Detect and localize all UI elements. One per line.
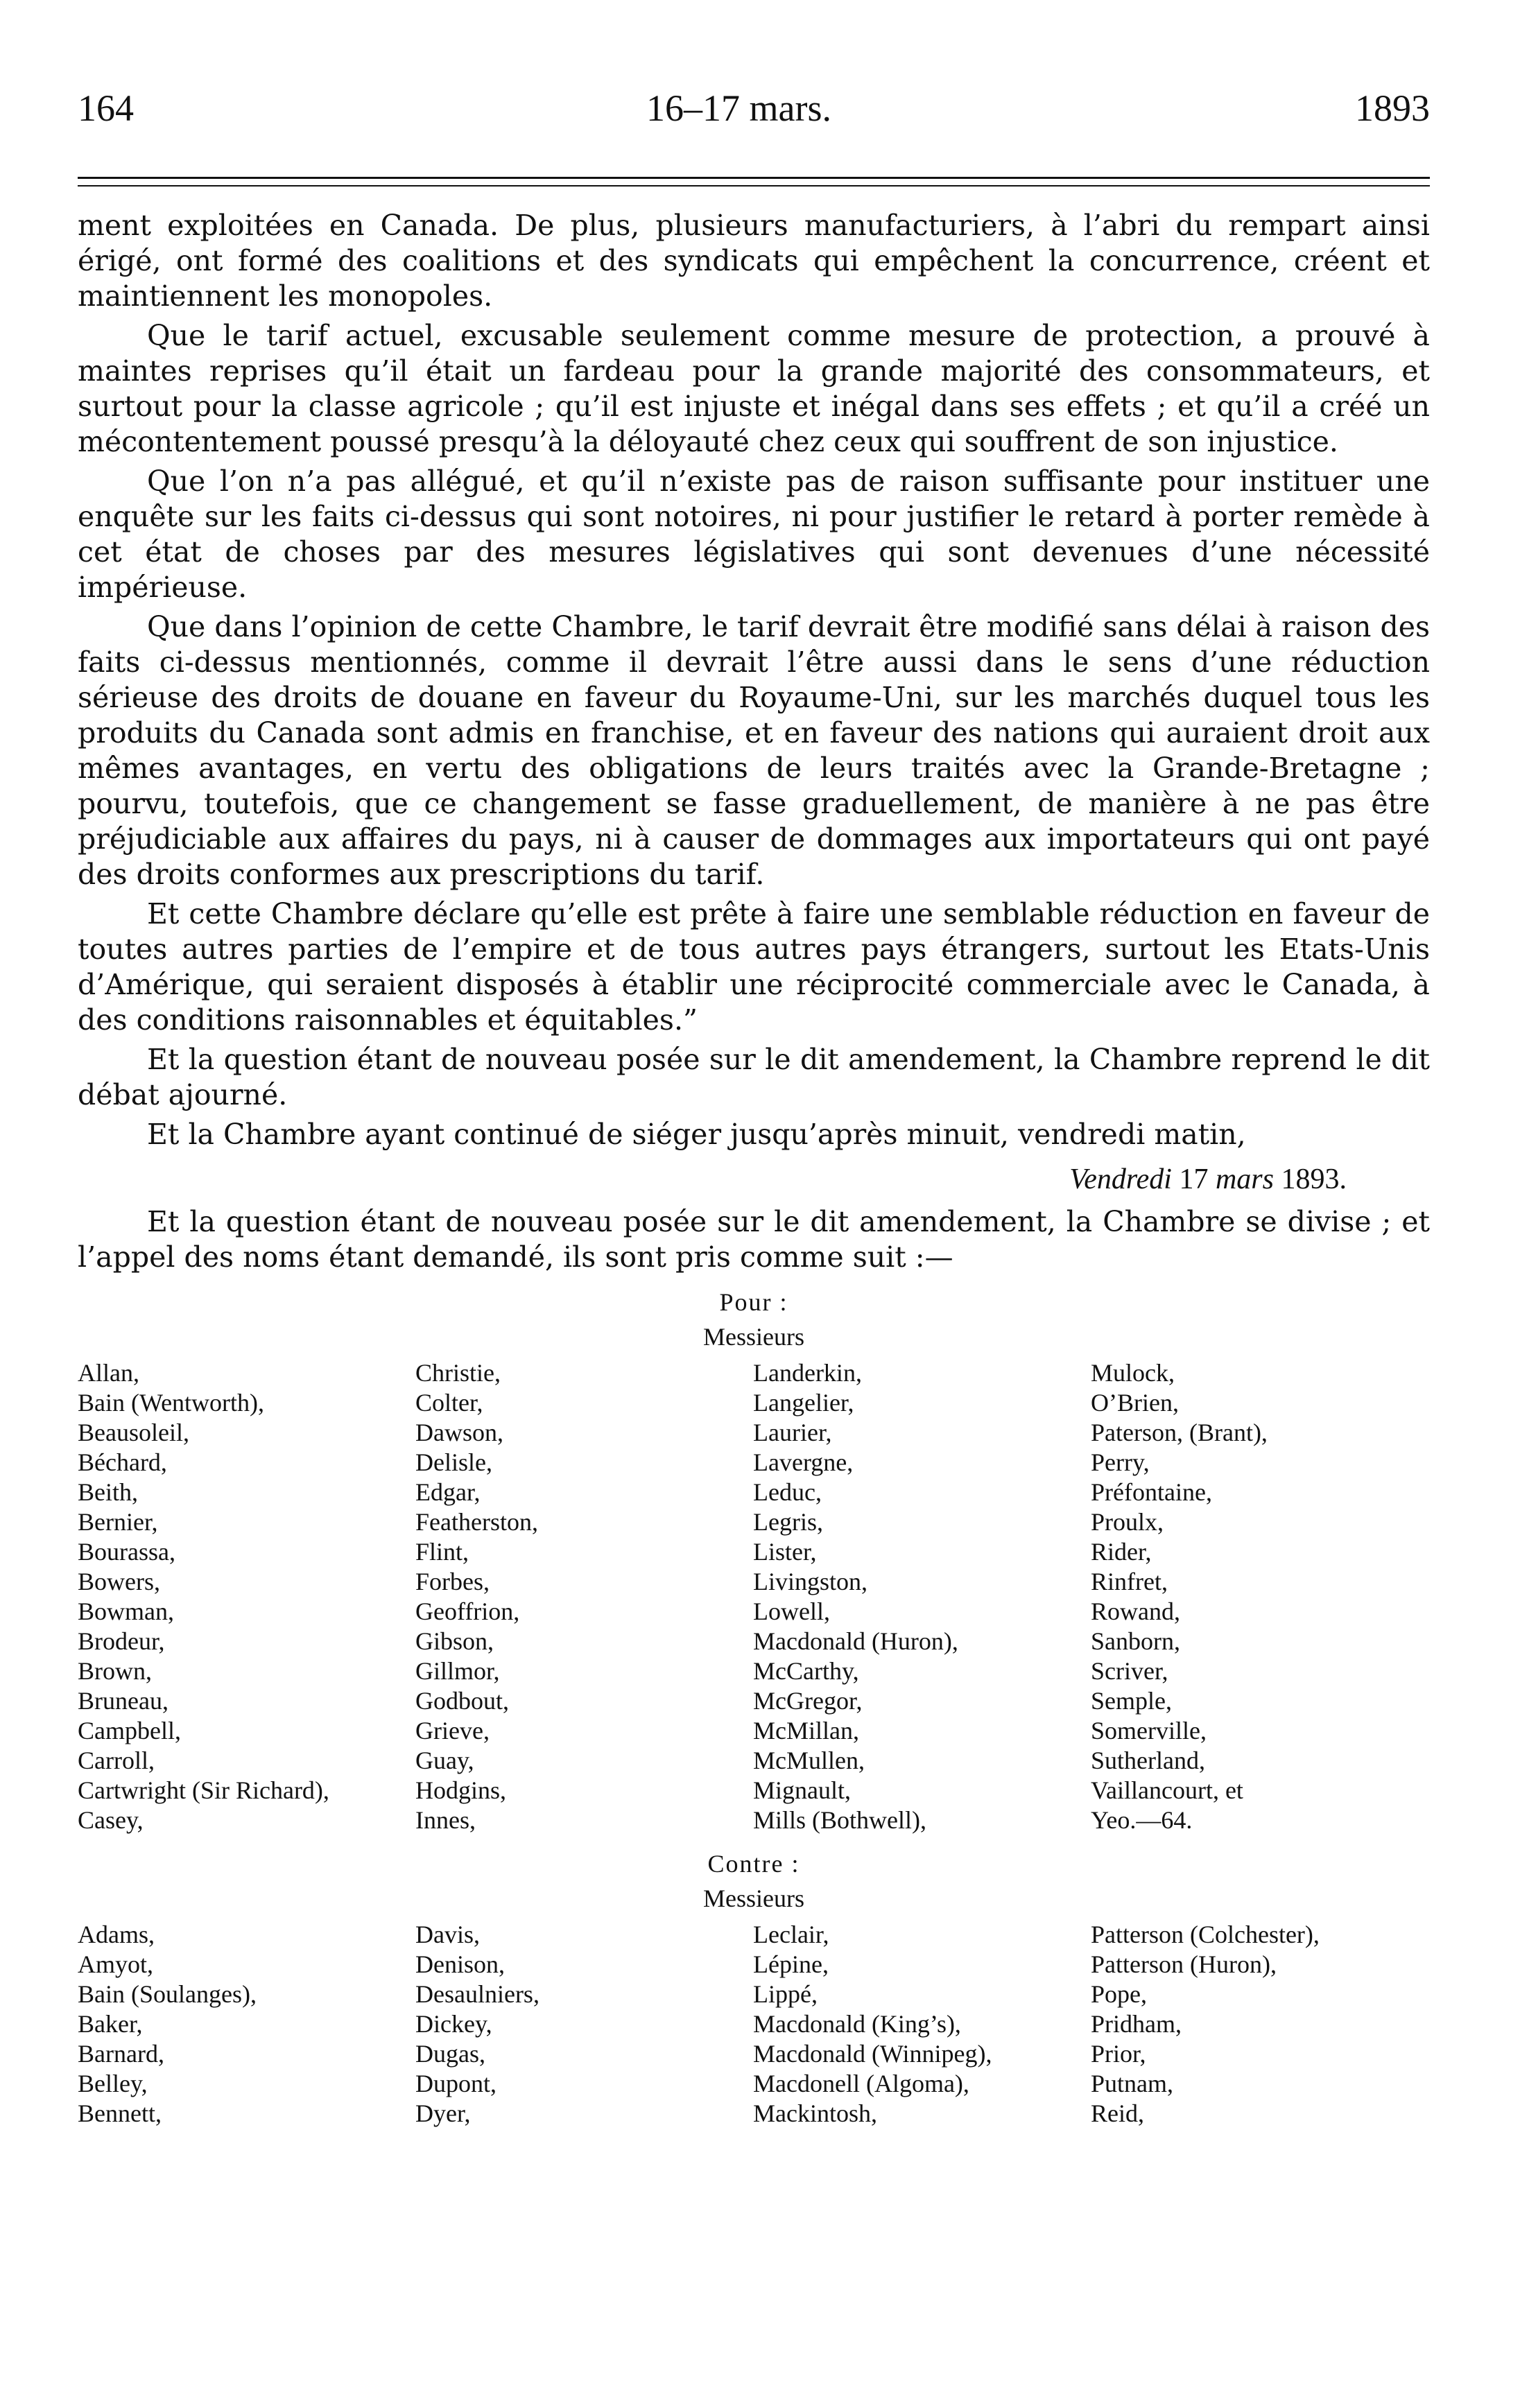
member-name: Laurier, <box>753 1419 832 1446</box>
dateline-date: 17 <box>1179 1163 1209 1195</box>
division-paragraph: Et la question étant de nouveau posée sur le dit amendement, la Chambre se divise ; et l’appel des noms étant demandé, ils sont pris comme suit :— <box>78 1205 1430 1274</box>
page-body <box>78 208 1430 2129</box>
dateline-year: 1893. <box>1281 1163 1347 1195</box>
member-name: Guay, <box>415 1747 474 1774</box>
contre-column <box>1091 1920 1428 2129</box>
member-name: Bowman, <box>78 1597 174 1625</box>
contre-list <box>78 1920 1430 2129</box>
member-name: Campbell, <box>78 1717 181 1744</box>
dateline-month: mars <box>1215 1163 1274 1195</box>
page-header <box>78 87 1430 142</box>
member-name: Béchard, <box>78 1448 167 1476</box>
pour-list <box>78 1358 1430 1835</box>
member-name: Macdonald (King’s), <box>753 2010 961 2038</box>
member-name: Sutherland, <box>1091 1747 1205 1774</box>
member-name: McMullen, <box>753 1747 865 1774</box>
member-name: Dupont, <box>415 2070 496 2097</box>
member-name: Legris, <box>753 1508 823 1536</box>
paragraph: Que dans l’opinion de cette Chambre, le tarif devrait être modifié sans délai à raison des faits ci-dessus mentionnés, comme il devrait l’être aussi dans le sens d’une réduction sérieuse des droits de douane en faveur du Royaume-Uni, sur les marchés duquel tous les produits du Canada sont admis en franchise, et en faveur des nations qui auraient droit aux mêmes avantages, en vertu des obligations de leurs traités avec la Grande-Bretagne ; pourvu, toutefois, que ce changement se fasse graduellement, de manière à ne pas être préjudiciable aux affaires du pays, ni à causer de dommages aux importateurs qui ont payé des droits conformes aux prescriptions du tarif. <box>78 610 1430 891</box>
member-name: Amyot, <box>78 1950 154 1978</box>
member-name: Bruneau, <box>78 1687 169 1715</box>
member-name: Livingston, <box>753 1568 868 1595</box>
member-name: Bernier, <box>78 1508 158 1536</box>
member-name: Pope, <box>1091 1980 1147 2008</box>
member-name: Desaulniers, <box>415 1980 539 2008</box>
pour-heading: Pour : <box>719 1288 788 1316</box>
contre-column <box>753 1920 1091 2129</box>
contre-subheading: Messieurs <box>703 1885 804 1912</box>
member-name: Rinfret, <box>1091 1568 1168 1595</box>
member-name: Langelier, <box>753 1389 854 1417</box>
member-name: Paterson, (Brant), <box>1091 1419 1268 1446</box>
member-name: Somerville, <box>1091 1717 1207 1744</box>
contre-column <box>415 1920 753 2129</box>
member-name: Belley, <box>78 2070 148 2097</box>
member-name: Bennett, <box>78 2099 162 2127</box>
header-year: 1893 <box>1355 87 1430 129</box>
member-name: Bain (Soulanges), <box>78 1980 257 2008</box>
pour-column <box>415 1358 753 1835</box>
member-name: Innes, <box>415 1806 476 1834</box>
member-name: Baker, <box>78 2010 143 2038</box>
member-name: Adams, <box>78 1921 155 1948</box>
member-name: Dawson, <box>415 1419 503 1446</box>
paragraph: Que l’on n’a pas allégué, et qu’il n’existe pas de raison suffisante pour instituer une enquête sur les faits ci-dessus qui sont notoires, ni pour justifier le retard à porter remède à cet état de choses par des mesures législatives qui sont devenues d’une nécessité impérieuse. <box>78 465 1430 604</box>
member-name: Allan, <box>78 1359 139 1387</box>
paragraph: Et la Chambre ayant continué de siéger jusqu’après minuit, vendredi matin, <box>147 1118 1246 1151</box>
member-name: Lippé, <box>753 1980 818 2008</box>
paragraph: Que le tarif actuel, excusable seulement comme mesure de protection, a prouvé à maintes reprises qu’il était un fardeau pour la grande majorité des consommateurs, et surtout pour la classe agricole ; qu’il est injuste et inégal dans ses effets ; et qu’il a créé un mécontentement poussé presqu’à la déloyauté chez ceux qui souffrent de son injustice. <box>78 319 1430 458</box>
member-name: Mackintosh, <box>753 2099 877 2127</box>
pour-column <box>753 1358 1091 1835</box>
member-name: Macdonald (Winnipeg), <box>753 2040 992 2068</box>
contre-heading: Contre : <box>707 1850 800 1878</box>
member-name: McMillan, <box>753 1717 859 1744</box>
member-name: Pridham, <box>1091 2010 1182 2038</box>
member-name: Lister, <box>753 1538 817 1566</box>
member-name: Gillmor, <box>415 1657 500 1685</box>
member-name: Mignault, <box>753 1776 851 1804</box>
member-name: Cartwright (Sir Richard), <box>78 1776 329 1804</box>
member-name: Scriver, <box>1091 1657 1168 1685</box>
pour-column <box>1091 1358 1428 1835</box>
member-name: Bourassa, <box>78 1538 175 1566</box>
contre-column <box>78 1920 415 2129</box>
member-name: Dyer, <box>415 2099 471 2127</box>
member-name: O’Brien, <box>1091 1389 1179 1417</box>
member-name: Bain (Wentworth), <box>78 1389 265 1417</box>
member-name: Edgar, <box>415 1478 481 1506</box>
paragraph: ment exploitées en Canada. De plus, plusieurs manufacturiers, à l’abri du rempart ainsi érigé, ont formé des coalitions et des syndicats qui empêchent la concurrence, créent et maintiennent les monopoles. <box>78 209 1430 313</box>
member-name: McGregor, <box>753 1687 863 1715</box>
member-name: Macdonald (Huron), <box>753 1627 958 1655</box>
page-number: 164 <box>78 87 134 129</box>
member-name: Delisle, <box>415 1448 492 1476</box>
member-name: Brown, <box>78 1657 152 1685</box>
member-name: Leduc, <box>753 1478 822 1506</box>
member-name: Mulock, <box>1091 1359 1175 1387</box>
header-rule-double <box>78 185 1430 187</box>
paragraph: Et cette Chambre déclare qu’elle est prête à faire une semblable réduction en faveur de toutes autres parties de l’empire et de tous autres pays étrangers, surtout les Etats-Unis d’Amérique, qui seraient disposés à établir une réciprocité commerciale avec le Canada, à des conditions raisonnables et équitables.” <box>78 897 1430 1037</box>
member-name: Featherston, <box>415 1508 538 1536</box>
member-name: Hodgins, <box>415 1776 507 1804</box>
member-name: Gibson, <box>415 1627 494 1655</box>
member-name: Godbout, <box>415 1687 509 1715</box>
member-name: McCarthy, <box>753 1657 859 1685</box>
member-name: Bowers, <box>78 1568 160 1595</box>
member-name: Semple, <box>1091 1687 1172 1715</box>
member-name: Beausoleil, <box>78 1419 189 1446</box>
member-name: Beith, <box>78 1478 138 1506</box>
member-name: Yeo.—64. <box>1091 1806 1193 1834</box>
member-name: Mills (Bothwell), <box>753 1806 926 1834</box>
member-name: Perry, <box>1091 1448 1150 1476</box>
member-name: Barnard, <box>78 2040 164 2068</box>
member-name: Dickey, <box>415 2010 492 2038</box>
member-name: Casey, <box>78 1806 144 1834</box>
member-name: Prior, <box>1091 2040 1146 2068</box>
member-name: Lavergne, <box>753 1448 854 1476</box>
member-name: Rider, <box>1091 1538 1152 1566</box>
header-rule <box>78 177 1430 179</box>
member-name: Leclair, <box>753 1921 829 1948</box>
member-name: Geoffrion, <box>415 1597 520 1625</box>
member-name: Sanborn, <box>1091 1627 1180 1655</box>
member-name: Lowell, <box>753 1597 830 1625</box>
member-name: Proulx, <box>1091 1508 1164 1536</box>
member-name: Putnam, <box>1091 2070 1174 2097</box>
member-name: Forbes, <box>415 1568 490 1595</box>
member-name: Christie, <box>415 1359 501 1387</box>
dateline <box>78 1162 1430 1197</box>
dateline-day: Vendredi <box>1069 1163 1172 1195</box>
member-name: Denison, <box>415 1950 505 1978</box>
member-name: Flint, <box>415 1538 469 1566</box>
member-name: Landerkin, <box>753 1359 862 1387</box>
member-name: Lépine, <box>753 1950 829 1978</box>
member-name: Carroll, <box>78 1747 155 1774</box>
member-name: Rowand, <box>1091 1597 1180 1625</box>
pour-subheading: Messieurs <box>703 1323 804 1351</box>
member-name: Reid, <box>1091 2099 1144 2127</box>
member-name: Patterson (Huron), <box>1091 1950 1277 1978</box>
header-date: 16–17 mars. <box>646 87 831 129</box>
member-name: Colter, <box>415 1389 483 1417</box>
member-name: Patterson (Colchester), <box>1091 1921 1320 1948</box>
member-name: Macdonell (Algoma), <box>753 2070 969 2097</box>
member-name: Brodeur, <box>78 1627 165 1655</box>
member-name: Davis, <box>415 1921 480 1948</box>
member-name: Dugas, <box>415 2040 485 2068</box>
paragraph: Et la question étant de nouveau posée sur le dit amendement, la Chambre reprend le dit débat ajourné. <box>78 1043 1430 1111</box>
pour-column <box>78 1358 415 1835</box>
member-name: Grieve, <box>415 1717 490 1744</box>
member-name: Vaillancourt, et <box>1091 1776 1243 1804</box>
member-name: Préfontaine, <box>1091 1478 1212 1506</box>
